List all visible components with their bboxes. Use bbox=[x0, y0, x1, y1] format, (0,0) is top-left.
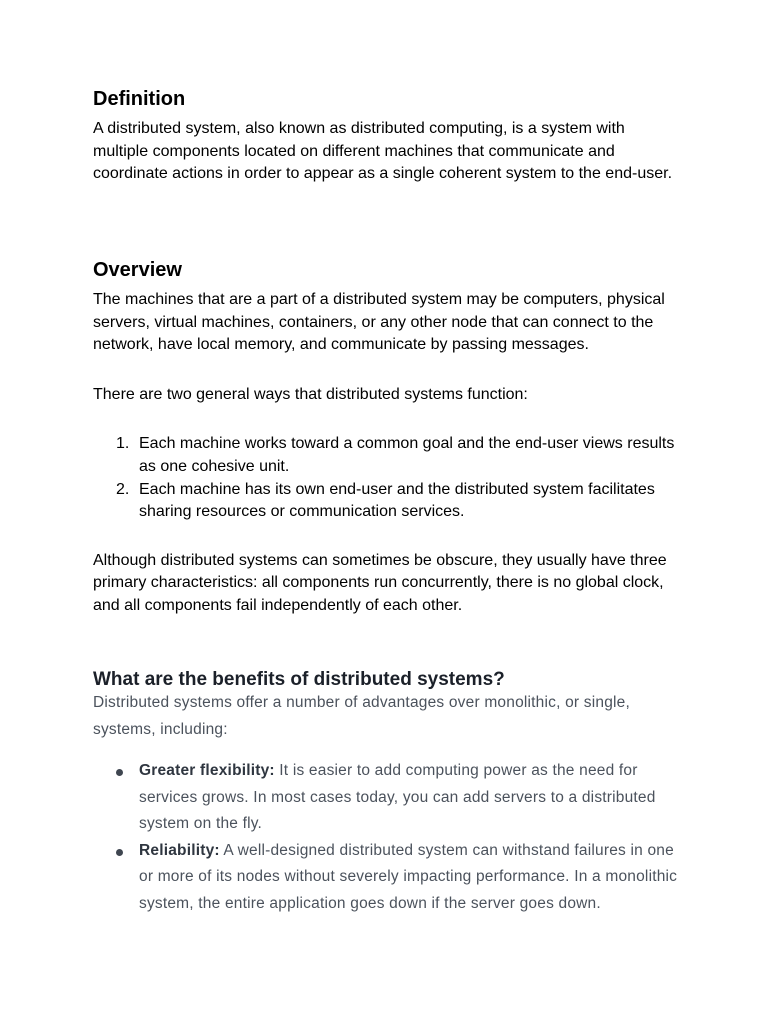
benefits-intro: Distributed systems offer a number of advantages over monolithic, or single, systems, including: bbox=[93, 694, 631, 738]
benefits-heading: What are the benefits of distributed systems? bbox=[93, 669, 505, 690]
list-item-text: Each machine works toward a common goal and the end-user views results as one cohesive unit. bbox=[139, 435, 675, 475]
benefits-list bbox=[93, 758, 683, 917]
list-item bbox=[93, 433, 683, 478]
list-item bbox=[93, 758, 683, 838]
definition-heading: Definition bbox=[93, 88, 186, 110]
list-number: 1. bbox=[116, 435, 130, 453]
overview-section bbox=[93, 258, 683, 618]
functions-list bbox=[93, 433, 683, 523]
list-item-text: Each machine has its own end-user and the distributed system facilitates sharing resources or communication services. bbox=[139, 480, 655, 521]
list-item bbox=[93, 479, 683, 524]
bullet-icon bbox=[116, 849, 123, 856]
benefits-section bbox=[93, 669, 683, 917]
definition-section bbox=[93, 87, 683, 186]
benefit-text: A well-designed distributed system can withstand failures in one or more of its nodes without severely impacting performance. In a monolithic system, the entire application goes down if the server goes down. bbox=[139, 841, 678, 912]
overview-heading: Overview bbox=[93, 259, 182, 281]
definition-text: A distributed system, also known as distributed computing, is a system with multiple components located on different machines that communicate and coordinate actions in order to appear as a single coherent system to the end-user. bbox=[93, 120, 673, 183]
overview-paragraph-2: There are two general ways that distributed systems function: bbox=[93, 385, 528, 403]
benefit-term: Reliability: bbox=[139, 841, 220, 859]
benefit-term: Greater flexibility: bbox=[139, 762, 275, 779]
overview-paragraph-1: The machines that are a part of a distributed system may be computers, physical servers, virtual machines, containers, or any other node that can connect to the network, have local memory, and communicate by passing messages. bbox=[93, 291, 665, 354]
bullet-icon bbox=[116, 769, 123, 776]
list-number: 2. bbox=[116, 480, 130, 498]
overview-paragraph-3: Although distributed systems can sometimes be obscure, they usually have three primary characteristics: all components run concurrently, there is no global clock, and all components fail independently of each other. bbox=[93, 551, 667, 614]
benefit-text: It is easier to add computing power as the need for services grows. In most cases today, you can add servers to a distributed system on the fly. bbox=[139, 762, 656, 832]
list-item bbox=[93, 838, 683, 918]
